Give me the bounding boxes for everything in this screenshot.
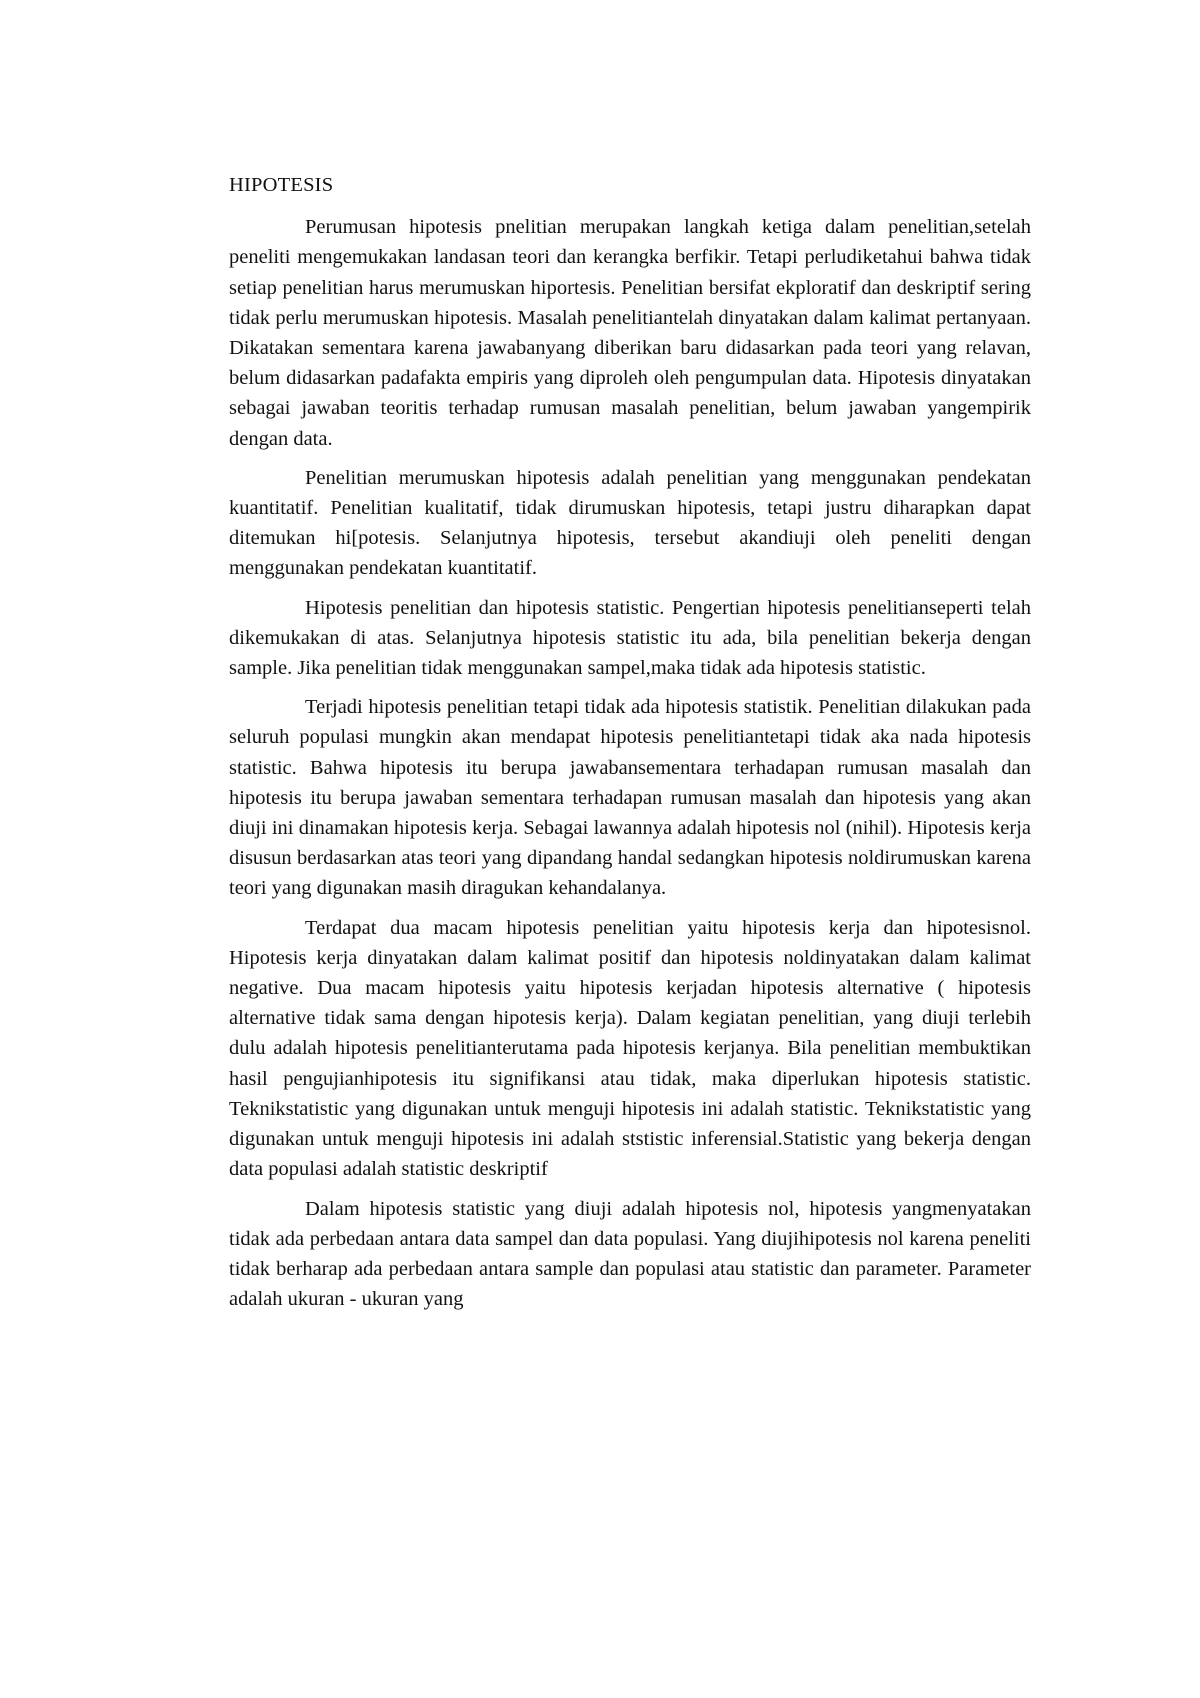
paragraph-pendekatan-kuantitatif: Penelitian merumuskan hipotesis adalah penelitian yang menggunakan pendekatan kuantitatif. Penelitian kualitatif, tidak dirumuskan hipotesis, tetapi justru diharapkan dapat ditemukan hi[potesis. Selanjutnya hipotesis, tersebut akandiuji oleh peneliti dengan menggunakan pendekatan kuantitatif. — [229, 466, 1031, 580]
paragraph-hipotesis-nol-statistic: Dalam hipotesis statistic yang diuji adalah hipotesis nol, hipotesis yangmenyatakan tidak ada perbedaan antara data sampel dan data populasi. Yang diujihipotesis nol karena peneliti tidak berharap ada perbedaan antara sample dan populasi atau statistic dan parameter. Parameter adalah ukuran - ukuran yang — [229, 1197, 1031, 1311]
document-title: HIPOTESIS — [229, 174, 334, 196]
paragraph-hipotesis-kerja-nol: Terjadi hipotesis penelitian tetapi tidak ada hipotesis statistik. Penelitian dilakukan pada seluruh populasi mungkin akan mendapat hipotesis penelitiantetapi tidak aka nada hipotesis statistic. Bahwa hipotesis itu berupa jawabansementara terhadapan rumusan masalah dan hipotesis itu berupa jawaban sementara terhadapan rumusan masalah dan hipotesis yang akan diuji ini dinamakan hipotesis kerja. Sebagai lawannya adalah hipotesis nol (nihil). Hipotesis kerja disusun berdasarkan atas teori yang dipandang handal sedangkan hipotesis noldirumuskan karena teori yang digunakan masih diragukan kehandalanya. — [229, 696, 1031, 900]
paragraph-hipotesis-statistic: Hipotesis penelitian dan hipotesis statistic. Pengertian hipotesis penelitianseperti telah dikemukakan di atas. Selanjutnya hipotesis statistic itu ada, bila penelitian bekerja dengan sample. Jika penelitian tidak menggunakan sampel,maka tidak ada hipotesis statistic. — [229, 596, 1031, 680]
document-body — [229, 170, 1031, 1323]
paragraph-perumusan-hipotesis: Perumusan hipotesis pnelitian merupakan langkah ketiga dalam penelitian,setelah peneliti mengemukakan landasan teori dan kerangka berfikir. Tetapi perludiketahui bahwa tidak setiap penelitian harus merumuskan hiportesis. Penelitian bersifat ekploratif dan deskriptif sering tidak perlu merumuskan hipotesis. Masalah penelitiantelah dinyatakan dalam kalimat pertanyaan. Dikatakan sementara karena jawabanyang diberikan baru didasarkan pada teori yang relavan, belum didasarkan padafakta empiris yang diproleh oleh pengumpulan data. Hipotesis dinyatakan sebagai jawaban teoritis terhadap rumusan masalah penelitian, belum jawaban yangempirik dengan data. — [229, 216, 1031, 450]
paragraph-dua-macam-hipotesis: Terdapat dua macam hipotesis penelitian yaitu hipotesis kerja dan hipotesisnol. Hipotesis kerja dinyatakan dalam kalimat positif dan hipotesis noldinyatakan dalam kalimat negative. Dua macam hipotesis yaitu hipotesis kerjadan hipotesis alternative ( hipotesis alternative tidak sama dengan hipotesis kerja). Dalam kegiatan penelitian, yang diuji terlebih dulu adalah hipotesis penelitianterutama pada hipotesis kerjanya. Bila penelitian membuktikan hasil pengujianhipotesis itu signifikansi atau tidak, maka diperlukan hipotesis statistic. Teknikstatistic yang digunakan untuk menguji hipotesis ini adalah statistic. Teknikstatistic yang digunakan untuk menguji hipotesis ini adalah ststistic inferensial.Statistic yang bekerja dengan data populasi adalah statistic deskriptif — [229, 916, 1031, 1181]
